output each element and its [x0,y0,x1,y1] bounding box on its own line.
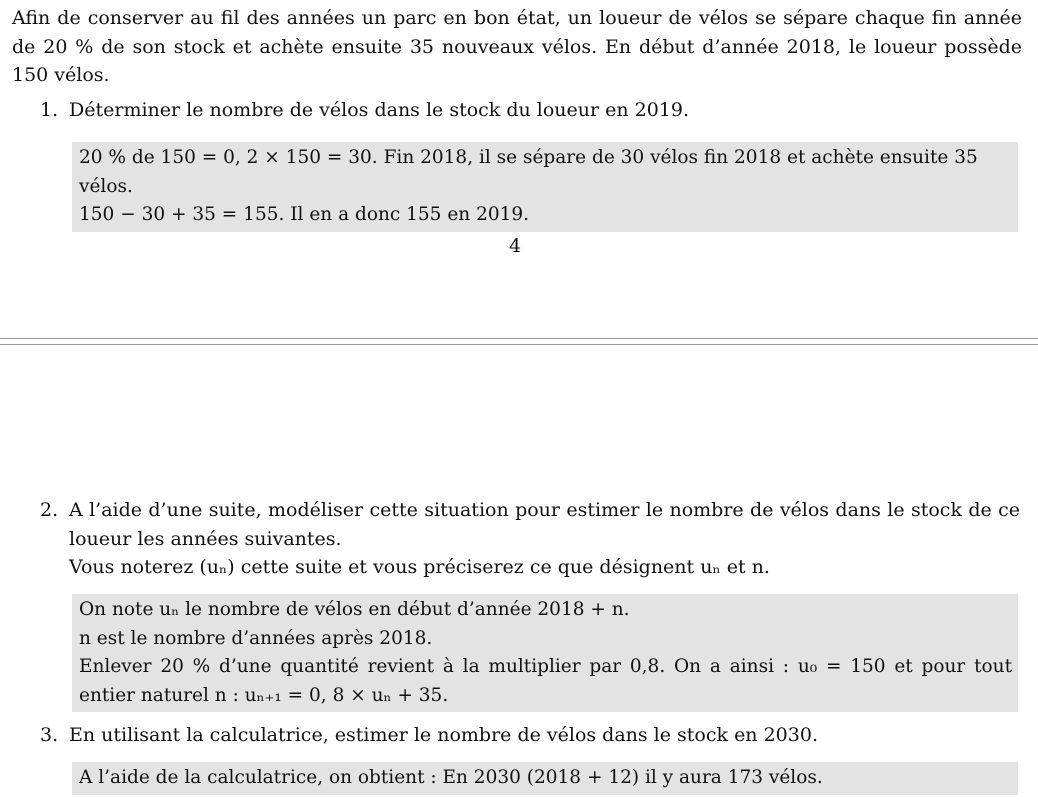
question-number: 3. [40,724,59,746]
answer-line: n est le nombre d’années après 2018. [79,627,433,649]
question-1 [40,96,1020,125]
answer-line: On note uₙ le nombre de vélos en début d’année 2018 + n. [79,599,630,620]
question-text: Déterminer le nombre de vélos dans le stock du loueur en 2019. [69,99,690,121]
answer-box-3 [72,762,1018,795]
answer-line: 20 % de 150 = 0, 2 × 150 = 30. Fin 2018, il se sépare de 30 vélos fin 2018 et achète ensuite 35 vélos. [79,147,978,197]
problem-statement: Afin de conserver au fil des années un parc en bon état, un loueur de vélos se sépare chaque fin année de 20 % de son stock et achète ensuite 35 nouveaux vélos. En début d’année 2018, le loueur possède 150 vélos. [12,7,1022,86]
page-separator [0,344,1038,345]
answer-line: 150 − 30 + 35 = 155. Il en a donc 155 en 2019. [79,204,530,225]
question-text-2: Vous noterez (uₙ) cette suite et vous préciserez ce que désignent uₙ et n. [69,556,770,578]
answer-box-2 [72,594,1018,712]
answer-box-1 [72,142,1018,232]
answer-line: Enlever 20 % d’une quantité revient à la multiplier par 0,8. On a ainsi : u₀ = 150 et pour tout entier naturel n : uₙ₊₁ = 0, 8 × uₙ + 35. [79,656,1012,706]
answer-line: A l’aide de la calculatrice, on obtient : En 2030 (2018 + 12) il y aura 173 vélos. [79,767,823,788]
page-separator [0,338,1038,339]
page-number: 4 [508,235,522,257]
question-2 [40,496,1020,582]
question-text: En utilisant la calculatrice, estimer le nombre de vélos dans le stock en 2030. [69,724,818,746]
question-number: 1. [40,99,59,121]
question-number: 2. [40,499,59,521]
question-3 [40,721,1020,750]
question-text: A l’aide d’une suite, modéliser cette situation pour estimer le nombre de vélos dans le stock de ce loueur les années suivantes. [69,499,1020,550]
